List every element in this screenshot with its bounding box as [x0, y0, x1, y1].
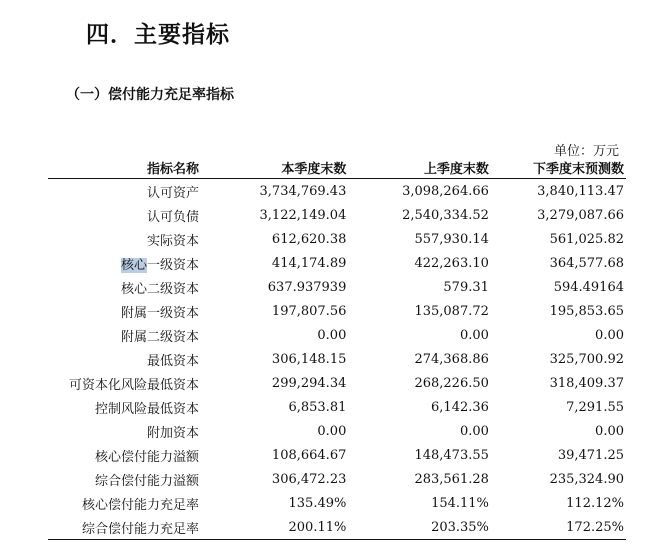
row-current-value: 306,472.23: [271, 471, 347, 487]
row-previous-value: 557,930.14: [414, 231, 489, 247]
row-forecast-value: 3,840,113.47: [537, 183, 624, 199]
row-previous-value: 154.11%: [431, 495, 489, 511]
row-forecast-value: 561,025.82: [549, 231, 624, 247]
row-indicator-name: 附属二级资本: [121, 329, 200, 345]
row-forecast-value: 172.25%: [491, 515, 626, 540]
row-current-value: 197,807.56: [271, 303, 347, 319]
subsection-title: （一）偿付能力充足率指标: [66, 87, 234, 103]
table-row: [48, 203, 626, 227]
row-previous-value: 0.00: [459, 327, 489, 343]
row-current-value: 299,294.34: [271, 375, 347, 391]
text-selection-highlight[interactable]: 核心: [121, 257, 148, 273]
row-forecast-value: 195,853.65: [549, 303, 624, 319]
row-forecast-value: 364,577.68: [549, 255, 624, 271]
row-indicator-name: 实际资本: [147, 233, 200, 249]
row-current-value: 637.937939: [267, 279, 347, 295]
row-current-value: 0.00: [317, 423, 347, 439]
row-forecast-value: 0.00: [595, 423, 624, 439]
row-indicator-name: 附加资本: [147, 425, 200, 441]
row-forecast-value: 325,700.92: [549, 351, 624, 367]
row-forecast-value: 594.49164: [553, 279, 624, 295]
row-forecast-value: 0.00: [595, 327, 624, 343]
table-row: [48, 323, 626, 347]
solvency-indicator-table: [48, 157, 626, 540]
row-current-value: 414,174.89: [271, 255, 347, 271]
row-current-value: 0.00: [317, 327, 347, 343]
table-header-row: [48, 157, 626, 179]
row-forecast-value: 235,324.90: [549, 471, 624, 487]
row-forecast-value: 7,291.55: [566, 399, 624, 415]
row-current-value: 6,853.81: [288, 399, 347, 415]
row-forecast-value: 39,471.25: [557, 447, 624, 463]
header-current-quarter: 本季度末数: [201, 157, 348, 179]
row-indicator-name: 最低资本: [147, 353, 200, 369]
row-current-value: 306,148.15: [271, 351, 347, 367]
row-indicator-name: 核心二级资本: [121, 281, 200, 297]
row-current-value: 135.49%: [288, 495, 347, 511]
row-forecast-value: 318,409.37: [549, 375, 624, 391]
row-indicator-name: [48, 251, 201, 275]
row-previous-value: 148,473.55: [414, 447, 489, 463]
row-current-value: 108,664.67: [271, 447, 347, 463]
row-previous-value: 2,540,334.52: [402, 207, 489, 223]
unit-label: 单位：万元: [553, 144, 619, 159]
row-previous-value: 283,561.28: [414, 471, 489, 487]
row-forecast-value: 112.12%: [566, 495, 624, 511]
row-previous-value: 0.00: [459, 423, 489, 439]
table-row: [48, 467, 626, 491]
row-previous-value: 579.31: [443, 279, 489, 295]
row-previous-value: 3,098,264.66: [402, 183, 489, 199]
row-previous-value: 6,142.36: [431, 399, 489, 415]
table-row: [48, 419, 626, 443]
row-indicator-name: 可资本化风险最低资本: [69, 377, 200, 393]
row-previous-value: 422,263.10: [414, 255, 489, 271]
row-current-value: 3,122,149.04: [259, 207, 347, 223]
table-row: [48, 395, 626, 419]
row-current-value: 200.11%: [201, 515, 348, 540]
table-row: [48, 275, 626, 299]
row-current-value: 3,734,769.43: [259, 183, 347, 199]
header-indicator-name: 指标名称: [48, 157, 201, 179]
row-previous-value: 203.35%: [348, 515, 491, 540]
row-indicator-name: 附属一级资本: [121, 305, 200, 321]
row-indicator-name: 综合偿付能力充足率: [48, 515, 201, 540]
row-indicator-name: 控制风险最低资本: [95, 401, 200, 417]
table-row: [48, 227, 626, 251]
row-indicator-name: 核心偿付能力充足率: [82, 497, 200, 513]
row-previous-value: 268,226.50: [414, 375, 489, 391]
section-title: 四．主要指标: [86, 22, 230, 48]
row-indicator-name: 综合偿付能力溢额: [95, 473, 200, 489]
table-row: [48, 299, 626, 323]
table-row: [48, 251, 626, 275]
row-indicator-name-rest: 一级资本: [147, 257, 200, 273]
table-row: [48, 179, 626, 204]
table-row: [48, 491, 626, 515]
row-forecast-value: 3,279,087.66: [537, 207, 624, 223]
row-indicator-name: 认可资产: [147, 185, 200, 201]
row-previous-value: 135,087.72: [414, 303, 489, 319]
table-row: [48, 443, 626, 467]
table-row: [48, 515, 626, 540]
row-previous-value: 274,368.86: [414, 351, 489, 367]
header-previous-quarter: 上季度末数: [348, 157, 491, 179]
table-row: [48, 371, 626, 395]
table-row: [48, 347, 626, 371]
row-indicator-name: 核心偿付能力溢额: [95, 449, 200, 465]
row-indicator-name: 认可负债: [147, 209, 200, 225]
row-current-value: 612,620.38: [271, 231, 347, 247]
header-next-quarter-forecast: 下季度末预测数: [491, 157, 626, 179]
